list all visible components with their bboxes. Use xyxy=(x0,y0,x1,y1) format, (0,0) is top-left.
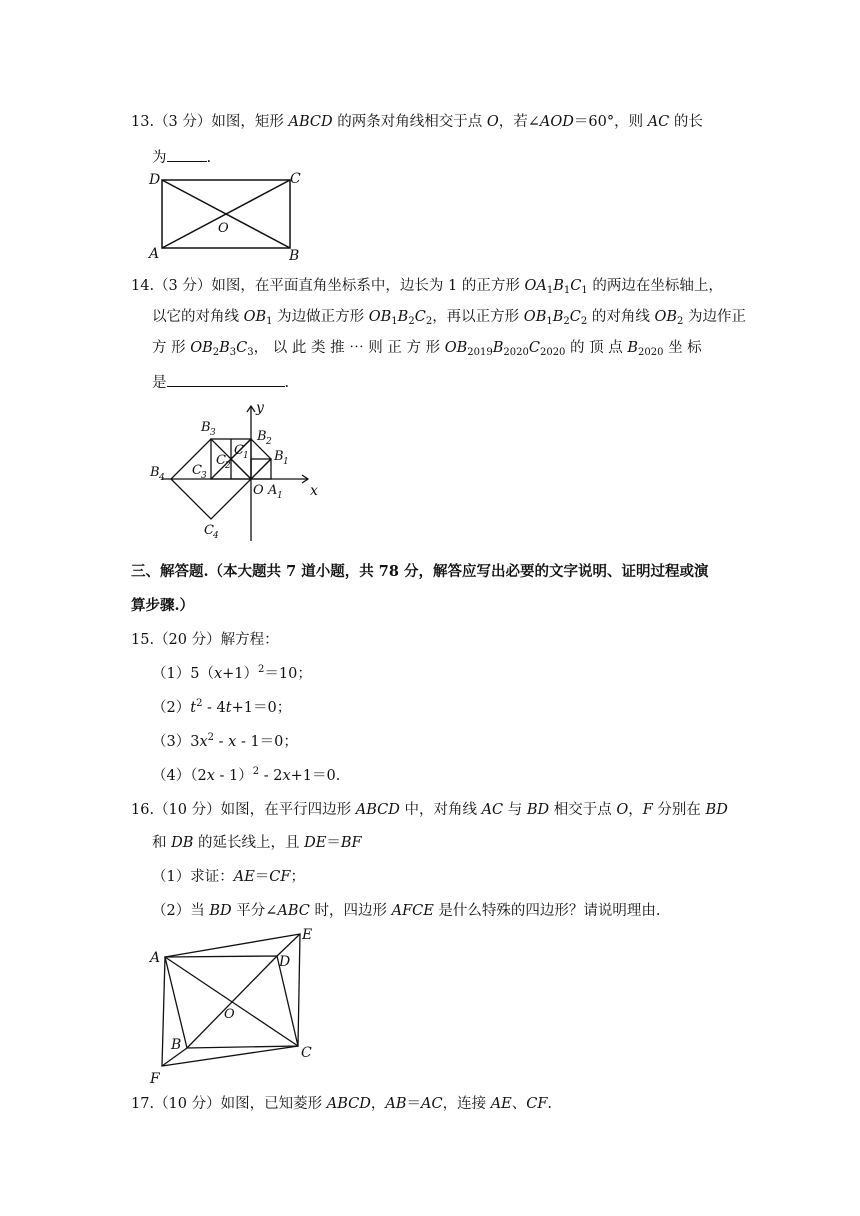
figure-label-sub: 4 xyxy=(213,531,219,541)
q17-var: CF xyxy=(526,1096,548,1112)
q17-text: ＝ xyxy=(406,1096,421,1112)
q16-text: 时，四边形 xyxy=(309,903,392,919)
math-var: x xyxy=(206,768,215,784)
figure-label-sub: 1 xyxy=(277,491,283,501)
subscript: 2019 xyxy=(467,347,493,358)
subscript: 1 xyxy=(266,316,273,327)
q14-text: 的 顶 点 xyxy=(565,340,628,356)
q14-text: . xyxy=(284,375,290,391)
q16-var: F xyxy=(642,802,653,818)
q14-var: C xyxy=(236,340,248,356)
q14-score: （3 分） xyxy=(154,278,212,294)
math: +1） xyxy=(222,666,259,682)
math-var: t xyxy=(225,700,232,716)
q16-text: 如图，在平行四边形 xyxy=(220,802,356,818)
figure-label-o: O xyxy=(253,483,264,498)
q14-text: 的两边在坐标轴上， xyxy=(587,278,723,294)
q16-text: ； xyxy=(290,869,305,885)
q14-line3 xyxy=(152,338,702,358)
math-var: x xyxy=(213,666,223,682)
q17-var: AC xyxy=(421,1096,443,1112)
q17-text: 如图，已知菱形 xyxy=(220,1096,327,1112)
superscript: 2 xyxy=(252,766,260,777)
q16-text: ， xyxy=(628,802,643,818)
q15-item-3 xyxy=(152,732,298,752)
q14-var: B xyxy=(553,278,564,294)
q14-line4 xyxy=(152,370,289,393)
q15-text: 解方程： xyxy=(220,632,279,648)
q14-var: B xyxy=(492,340,504,356)
math: +1＝0； xyxy=(231,700,292,716)
figure-label-f: F xyxy=(150,1071,160,1087)
q16-line1 xyxy=(131,800,728,820)
q16-var: DB xyxy=(171,835,194,851)
q16-text: 相交于点 xyxy=(549,802,617,818)
q13-line2 xyxy=(152,145,211,168)
q16-text: 是什么特殊的四边形？请说明理由. xyxy=(433,903,661,919)
q13-score: （3 分） xyxy=(154,114,212,130)
q17-text: 、 xyxy=(511,1096,527,1112)
q14-var: B xyxy=(219,340,230,356)
q14-text: 以它的对角线 xyxy=(152,309,244,325)
q14-var: O xyxy=(243,309,256,325)
figure-label-a: A xyxy=(150,950,161,966)
q14-var: B xyxy=(202,340,213,356)
item-label: （4） xyxy=(152,768,191,784)
figure-label-c1: C xyxy=(234,443,244,458)
q16-part2 xyxy=(152,901,661,921)
item-label: （3） xyxy=(152,734,191,750)
q14-var: B xyxy=(255,309,267,325)
subscript: 1 xyxy=(391,316,398,327)
subscript: 2 xyxy=(580,316,588,327)
q14-var: C xyxy=(569,309,581,325)
math: - 1） xyxy=(214,768,253,784)
subscript: 3 xyxy=(229,347,237,358)
q15-item-4 xyxy=(152,766,340,786)
figure-label-sub: 3 xyxy=(201,471,207,481)
q15-item-2 xyxy=(152,698,291,718)
q14-var: B xyxy=(666,309,677,325)
q14-text: ， 以 此 类 推 ⋯ 则 正 方 形 xyxy=(253,340,445,356)
q16-var: AE xyxy=(233,869,255,885)
item-label: （2） xyxy=(152,700,191,716)
figure-label-sub: 1 xyxy=(283,457,289,467)
math: 5（ xyxy=(190,666,214,682)
q13-var: AC xyxy=(647,114,670,130)
q14-line2 xyxy=(152,307,746,327)
q16-text: 分别在 xyxy=(652,802,706,818)
figure-label-c: C xyxy=(301,1045,312,1061)
q16-var: O xyxy=(616,802,629,818)
q17-score: （10 分） xyxy=(154,1096,221,1112)
superscript: 2 xyxy=(258,664,265,675)
subscript: 1 xyxy=(546,316,553,327)
q13-text: 的长 xyxy=(669,114,703,130)
subscript: 3 xyxy=(247,347,254,358)
section-heading-line2: 算步骤.） xyxy=(131,597,195,614)
figure-label-sub: 1 xyxy=(243,451,249,461)
math-var: x xyxy=(282,768,291,784)
subscript: 1 xyxy=(581,285,588,296)
subscript: 2 xyxy=(425,316,433,327)
q16-var: BD xyxy=(209,903,232,919)
q16-number: 16. xyxy=(131,802,155,818)
q14-var: O xyxy=(654,309,667,325)
q14-var: C xyxy=(570,278,582,294)
q13-line1 xyxy=(131,112,703,132)
q17-text: ， xyxy=(370,1096,386,1112)
math: - 2 xyxy=(259,768,283,784)
figure-label-sub: 2 xyxy=(266,437,272,447)
math-var: x xyxy=(228,734,237,750)
q14-var: B xyxy=(456,340,468,356)
q14-var: O xyxy=(444,340,457,356)
subscript: 2 xyxy=(677,316,684,327)
figure-label-d: D xyxy=(149,172,161,188)
subscript: 2 xyxy=(212,347,220,358)
subscript: 2020 xyxy=(638,347,664,358)
figure-label-o: O xyxy=(218,221,229,236)
figure-label-sub: 2 xyxy=(225,461,231,471)
subscript: 1 xyxy=(563,285,571,296)
answer-blank[interactable] xyxy=(167,370,285,387)
q15-line1 xyxy=(131,630,279,650)
q16-text: （2）当 xyxy=(152,903,210,919)
subscript: 2020 xyxy=(503,347,529,358)
q14-var: B xyxy=(627,340,639,356)
q14-var: O xyxy=(523,309,536,325)
figure-label-x: x xyxy=(310,483,318,499)
math: ＝10； xyxy=(264,666,312,682)
figure-label-c2: C xyxy=(216,453,226,468)
q13-text: ，若∠ xyxy=(498,114,540,130)
q13-var: ABCD xyxy=(288,114,333,130)
q13-number: 13. xyxy=(131,114,155,130)
q14-text: ，再以正方形 xyxy=(432,309,524,325)
q16-var: BD xyxy=(526,802,550,818)
q16-text: 和 xyxy=(152,835,172,851)
subscript: 2 xyxy=(408,316,415,327)
math-var: x xyxy=(199,734,208,750)
q17-number: 17. xyxy=(131,1096,155,1112)
q16-line2 xyxy=(152,833,362,853)
figure-label-b3: B xyxy=(201,420,211,435)
q16-var: BF xyxy=(340,835,362,851)
figure-label-c: C xyxy=(290,171,301,187)
figure-label-a: A xyxy=(149,246,160,262)
q13-text: 为 xyxy=(152,150,167,166)
q16-var: BD xyxy=(705,802,728,818)
subscript: 2020 xyxy=(539,347,566,358)
q17-text: ，连接 xyxy=(442,1096,491,1112)
q17-line1 xyxy=(131,1094,552,1114)
q13-var: AOD xyxy=(539,114,574,130)
q14-var: O xyxy=(190,340,203,356)
q14-text: 坐 标 xyxy=(663,340,702,356)
superscript: 2 xyxy=(196,698,203,709)
figure-label-e: E xyxy=(302,927,313,943)
q15-score: （20 分） xyxy=(154,632,221,648)
figure-label-sub: 4 xyxy=(159,473,165,483)
figure-label-b: B xyxy=(289,248,300,264)
math: - 1＝0； xyxy=(236,734,298,750)
figure-label-b4: B xyxy=(150,465,160,480)
math: - 4 xyxy=(202,700,226,716)
figure-label-c3: C xyxy=(192,463,202,478)
q14-var: B xyxy=(397,309,409,325)
q16-text: ＝ xyxy=(254,869,270,885)
q14-text: 如图，在平面直角坐标系中，边长为 1 的正方形 xyxy=(211,278,525,294)
q14-number: 14. xyxy=(131,278,155,294)
item-label: （1） xyxy=(152,666,191,682)
q16-var: AFCE xyxy=(391,903,434,919)
q15-number: 15. xyxy=(131,632,155,648)
q13-text: ＝60°，则 xyxy=(573,114,648,130)
q16-text: 平分∠ xyxy=(231,903,278,919)
superscript: 2 xyxy=(207,732,215,743)
q16-var: CF xyxy=(269,869,291,885)
q15-item-1 xyxy=(152,664,312,684)
figure-label-b2: B xyxy=(257,429,267,444)
figure-label-o: O xyxy=(224,1007,235,1022)
q17-text: . xyxy=(547,1096,553,1112)
q16-text: 的延长线上，且 xyxy=(193,835,305,851)
q16-var: AC xyxy=(481,802,504,818)
math: 3 xyxy=(190,734,200,750)
q17-var: AE xyxy=(490,1096,512,1112)
q16-text: 中，对角线 xyxy=(399,802,482,818)
q14-text: 是 xyxy=(152,375,167,391)
q16-var: ABCD xyxy=(355,802,400,818)
figure-label-sub: 3 xyxy=(210,428,216,438)
q14-var: O xyxy=(368,309,381,325)
q14-text: 为边作正 xyxy=(683,309,746,325)
figure-label-d: D xyxy=(279,954,291,970)
q16-text: （1）求证： xyxy=(152,869,234,885)
q14-var: B xyxy=(552,309,564,325)
q16-var: ABC xyxy=(277,903,310,919)
math: （2 xyxy=(190,768,207,784)
q14-var: C xyxy=(528,340,540,356)
math-var: t xyxy=(190,700,197,716)
q17-var: AB xyxy=(385,1096,407,1112)
q17-var: ABCD xyxy=(326,1096,371,1112)
q16-var: DE xyxy=(304,835,327,851)
q13-text: 的两条对角线相交于点 xyxy=(332,114,487,130)
q14-coordinate-figure xyxy=(140,396,330,546)
q14-text: 为边做正方形 xyxy=(272,309,369,325)
math: +1＝0. xyxy=(290,768,341,784)
q14-line1 xyxy=(131,276,723,296)
q13-text: . xyxy=(206,150,212,166)
q14-var: OA xyxy=(524,278,547,294)
figure-label-b1: B xyxy=(274,449,284,464)
figure-label-y: y xyxy=(256,400,264,416)
q14-text: 方 形 xyxy=(152,340,191,356)
figure-label-b: B xyxy=(171,1037,182,1053)
figure-label-a1: A xyxy=(268,483,278,498)
q13-var: O xyxy=(486,114,499,130)
q13-rectangle-figure xyxy=(140,168,320,263)
math: - xyxy=(214,734,229,750)
subscript: 1 xyxy=(546,285,554,296)
q14-var: B xyxy=(535,309,547,325)
q16-text: ＝ xyxy=(326,835,341,851)
section-heading-line1: 三、解答题.（本大题共 7 道小题，共 78 分，解答应写出必要的文字说明、证明过程或演 xyxy=(131,563,709,580)
q16-score: （10 分） xyxy=(154,802,221,818)
q16-text: 与 xyxy=(503,802,527,818)
figure-label-c4: C xyxy=(204,523,214,538)
q14-var: B xyxy=(380,309,392,325)
answer-blank[interactable] xyxy=(167,145,207,162)
subscript: 2 xyxy=(563,316,570,327)
q14-var: C xyxy=(414,309,426,325)
q16-parallelogram-figure xyxy=(140,926,340,1090)
q13-text: 如图，矩形 xyxy=(211,114,289,130)
q16-part1 xyxy=(152,867,305,887)
q14-text: 的对角线 xyxy=(587,309,655,325)
